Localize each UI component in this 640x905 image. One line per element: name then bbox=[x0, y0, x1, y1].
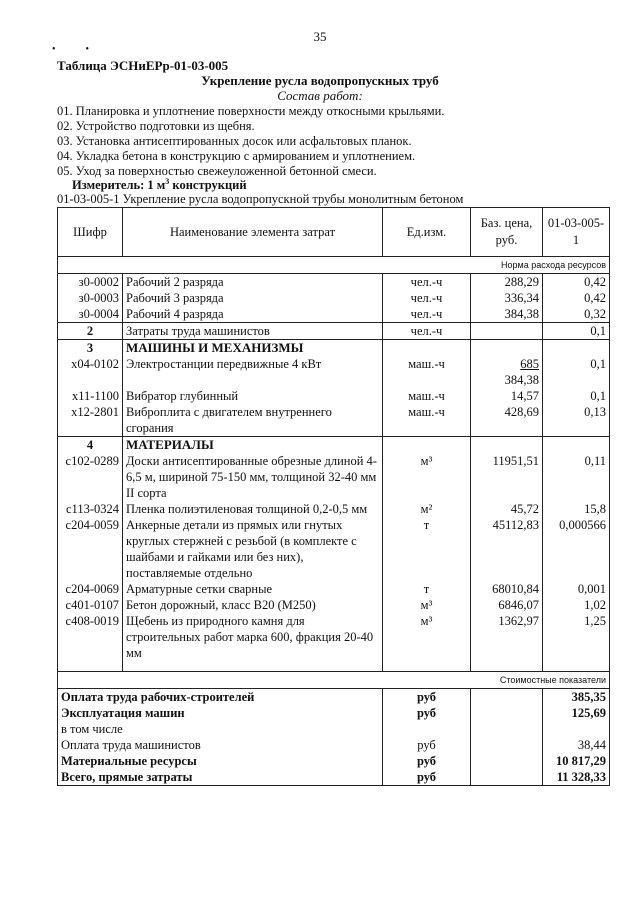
summary-value: 11 328,33 bbox=[543, 769, 610, 786]
cell-unit: м³ bbox=[383, 613, 471, 661]
table-row bbox=[58, 388, 610, 404]
table-row bbox=[58, 581, 610, 597]
cell-unit: м² bbox=[383, 501, 471, 517]
table-row bbox=[58, 356, 610, 388]
summary-label: в том числе bbox=[58, 721, 383, 737]
cell-unit: м³ bbox=[383, 597, 471, 613]
page-number: 35 bbox=[313, 29, 327, 44]
cell-norm: 0,1 bbox=[543, 356, 610, 388]
summary-empty bbox=[471, 705, 543, 721]
header-price: Баз. цена, руб. bbox=[471, 208, 543, 257]
cell-code: с113-0324 bbox=[58, 501, 123, 517]
summary-unit: руб bbox=[383, 737, 471, 753]
table-row bbox=[58, 404, 610, 437]
section-name: Затраты труда машинистов bbox=[123, 323, 383, 340]
section-row bbox=[58, 340, 610, 357]
measure-unit: Измеритель: 1 $м^3$ конструкций bbox=[72, 177, 247, 193]
summary-empty bbox=[471, 753, 543, 769]
table-row bbox=[58, 290, 610, 306]
cell-norm: 0,001 bbox=[543, 581, 610, 597]
table-row bbox=[58, 501, 610, 517]
section-number: 2 bbox=[58, 323, 123, 340]
cell-norm: 0,32 bbox=[543, 306, 610, 323]
cell-norm: 0,11 bbox=[543, 453, 610, 501]
spacer bbox=[383, 661, 471, 672]
cell-name: Рабочий 4 разряда bbox=[123, 306, 383, 323]
cell-norm: 0,42 bbox=[543, 274, 610, 291]
cell-unit bbox=[383, 340, 471, 357]
summary-row bbox=[58, 753, 610, 769]
cell-name: Арматурные сетки сварные bbox=[123, 581, 383, 597]
summary-label: Всего, прямые затраты bbox=[58, 769, 383, 786]
work-item: 05. Уход за поверхностью свежеуложенной бетонной смеси. bbox=[57, 164, 377, 178]
cell-name: Электростанции передвижные 4 кВт bbox=[123, 356, 383, 388]
cell-norm: 0,42 bbox=[543, 290, 610, 306]
cell-name: Пленка полиэтиленовая толщиной 0,2-0,5 мм bbox=[123, 501, 383, 517]
cell-price: 336,34 bbox=[471, 290, 543, 306]
cell-unit: маш.-ч bbox=[383, 388, 471, 404]
cell-name: Виброплита с двигателем внутреннего сгорания bbox=[123, 404, 383, 437]
cell-unit: т bbox=[383, 517, 471, 581]
cell-code: с408-0019 bbox=[58, 613, 123, 661]
cell-norm: 0,1 bbox=[543, 323, 610, 340]
work-item: 03. Установка антисептированных досок или асфальтовых планок. bbox=[57, 134, 412, 148]
cell-norm: 1,25 bbox=[543, 613, 610, 661]
summary-unit: руб bbox=[383, 753, 471, 769]
summary-empty bbox=[471, 689, 543, 706]
cell-unit: чел.-ч bbox=[383, 290, 471, 306]
cell-code: с204-0059 bbox=[58, 517, 123, 581]
summary-row bbox=[58, 769, 610, 786]
summary-label: Материальные ресурсы bbox=[58, 753, 383, 769]
cell-code: х04-0102 bbox=[58, 356, 123, 388]
cell-price: 685 384,38 bbox=[471, 356, 543, 388]
cell-name: Вибратор глубинный bbox=[123, 388, 383, 404]
cell-code: х12-2801 bbox=[58, 404, 123, 437]
summary-row bbox=[58, 689, 610, 706]
cell-price: 45,72 bbox=[471, 501, 543, 517]
cell-price bbox=[471, 437, 543, 454]
summary-empty bbox=[471, 721, 543, 737]
cell-code: с204-0069 bbox=[58, 581, 123, 597]
table-header bbox=[58, 208, 610, 257]
summary-unit bbox=[383, 721, 471, 737]
cell-code: з0-0002 bbox=[58, 274, 123, 291]
cell-unit bbox=[383, 437, 471, 454]
cell-norm: 1,02 bbox=[543, 597, 610, 613]
cell-norm bbox=[543, 340, 610, 357]
summary-empty bbox=[471, 769, 543, 786]
cell-name: Доски антисептированные обрезные длиной 4-6,5 м, шириной 75-150 мм, толщиной 32-40 мм II сорта bbox=[123, 453, 383, 501]
table-name: Таблица ЭСНиЕРр-01-03-005 bbox=[57, 58, 229, 73]
summary-unit: руб bbox=[383, 689, 471, 706]
spacer bbox=[471, 661, 543, 672]
cell-price: 6846,07 bbox=[471, 597, 543, 613]
header-unit: Ед.изм. bbox=[383, 208, 471, 257]
header-name: Наименование элемента затрат bbox=[123, 208, 383, 257]
summary-unit: руб bbox=[383, 769, 471, 786]
cell-code: з0-0004 bbox=[58, 306, 123, 323]
summary-row bbox=[58, 737, 610, 753]
code-line: 01-03-005-1 Укрепление русла водопропускной трубы монолитным бетоном bbox=[57, 192, 464, 206]
cell-price: 384,38 bbox=[471, 306, 543, 323]
section-number: 4 bbox=[58, 437, 123, 454]
spacer bbox=[58, 661, 123, 672]
cell-unit: м³ bbox=[383, 453, 471, 501]
table-row bbox=[58, 274, 610, 291]
summary-label: Оплата труда рабочих-строителей bbox=[58, 689, 383, 706]
summary-value: 385,35 bbox=[543, 689, 610, 706]
header-code: 01-03-005-1 bbox=[543, 208, 610, 257]
work-item: 01. Планировка и уплотнение поверхности между откосными крыльями. bbox=[57, 104, 445, 118]
table-row bbox=[58, 453, 610, 501]
spacer-row bbox=[58, 661, 610, 672]
table-title: Укрепление русла водопропускных труб bbox=[201, 73, 439, 88]
cell-norm: 0,000566 bbox=[543, 517, 610, 581]
summary-value: 125,69 bbox=[543, 705, 610, 721]
cell-name: Рабочий 3 разряда bbox=[123, 290, 383, 306]
cell-code: с102-0289 bbox=[58, 453, 123, 501]
summary-value bbox=[543, 721, 610, 737]
table-row bbox=[58, 517, 610, 581]
cell-price bbox=[471, 340, 543, 357]
cell-unit: т bbox=[383, 581, 471, 597]
section-number: 3 bbox=[58, 340, 123, 357]
cell-name: Рабочий 2 разряда bbox=[123, 274, 383, 291]
norm-label bbox=[58, 257, 610, 274]
cell-price: 68010,84 bbox=[471, 581, 543, 597]
header-shifr: Шифр bbox=[58, 208, 123, 257]
section-row bbox=[58, 323, 610, 340]
resource-table bbox=[57, 207, 610, 786]
section-row bbox=[58, 437, 610, 454]
section-name: МАТЕРИАЛЫ bbox=[123, 437, 383, 454]
cell-price bbox=[471, 323, 543, 340]
cell-name: Бетон дорожный, класс В20 (М250) bbox=[123, 597, 383, 613]
cell-code: с401-0107 bbox=[58, 597, 123, 613]
cell-norm: 0,1 bbox=[543, 388, 610, 404]
work-item: 04. Укладка бетона в конструкцию с армированием и уплотнением. bbox=[57, 149, 416, 163]
summary-value: 10 817,29 bbox=[543, 753, 610, 769]
cell-unit: маш.-ч bbox=[383, 356, 471, 388]
cell-code: х11-1100 bbox=[58, 388, 123, 404]
summary-row bbox=[58, 721, 610, 737]
cost-label-text: Стоимостные показатели bbox=[58, 672, 610, 689]
cell-name: Анкерные детали из прямых или гнутых круглых стержней с резьбой (в комплекте с шайбами и гайками или без них), поставляемые отдельно bbox=[123, 517, 383, 581]
spacer bbox=[543, 661, 610, 672]
cell-price: 428,69 bbox=[471, 404, 543, 437]
table-row bbox=[58, 306, 610, 323]
summary-label: Оплата труда машинистов bbox=[58, 737, 383, 753]
cell-price: 11951,51 bbox=[471, 453, 543, 501]
section-name: МАШИНЫ И МЕХАНИЗМЫ bbox=[123, 340, 383, 357]
cell-unit: чел.-ч bbox=[383, 323, 471, 340]
cell-name: Щебень из природного камня для строительных работ марка 600, фракция 20-40 мм bbox=[123, 613, 383, 661]
norm-label-text: Норма расхода ресурсов bbox=[58, 257, 610, 274]
summary-empty bbox=[471, 737, 543, 753]
summary-row bbox=[58, 705, 610, 721]
table-row bbox=[58, 597, 610, 613]
scan-dots: •• bbox=[52, 44, 120, 55]
cell-price: 45112,83 bbox=[471, 517, 543, 581]
cell-norm bbox=[543, 437, 610, 454]
cell-norm: 0,13 bbox=[543, 404, 610, 437]
cell-unit: маш.-ч bbox=[383, 404, 471, 437]
summary-unit: руб bbox=[383, 705, 471, 721]
cost-label bbox=[58, 672, 610, 689]
cell-norm: 15,8 bbox=[543, 501, 610, 517]
cell-price: 1362,97 bbox=[471, 613, 543, 661]
table-row bbox=[58, 613, 610, 661]
work-item: 02. Устройство подготовки из щебня. bbox=[57, 119, 255, 133]
cell-code: з0-0003 bbox=[58, 290, 123, 306]
cell-unit: чел.-ч bbox=[383, 306, 471, 323]
work-heading: Состав работ: bbox=[277, 88, 363, 103]
summary-label: Эксплуатация машин bbox=[58, 705, 383, 721]
summary-value: 38,44 bbox=[543, 737, 610, 753]
cell-unit: чел.-ч bbox=[383, 274, 471, 291]
spacer bbox=[123, 661, 383, 672]
cell-price: 14,57 bbox=[471, 388, 543, 404]
cell-price: 288,29 bbox=[471, 274, 543, 291]
